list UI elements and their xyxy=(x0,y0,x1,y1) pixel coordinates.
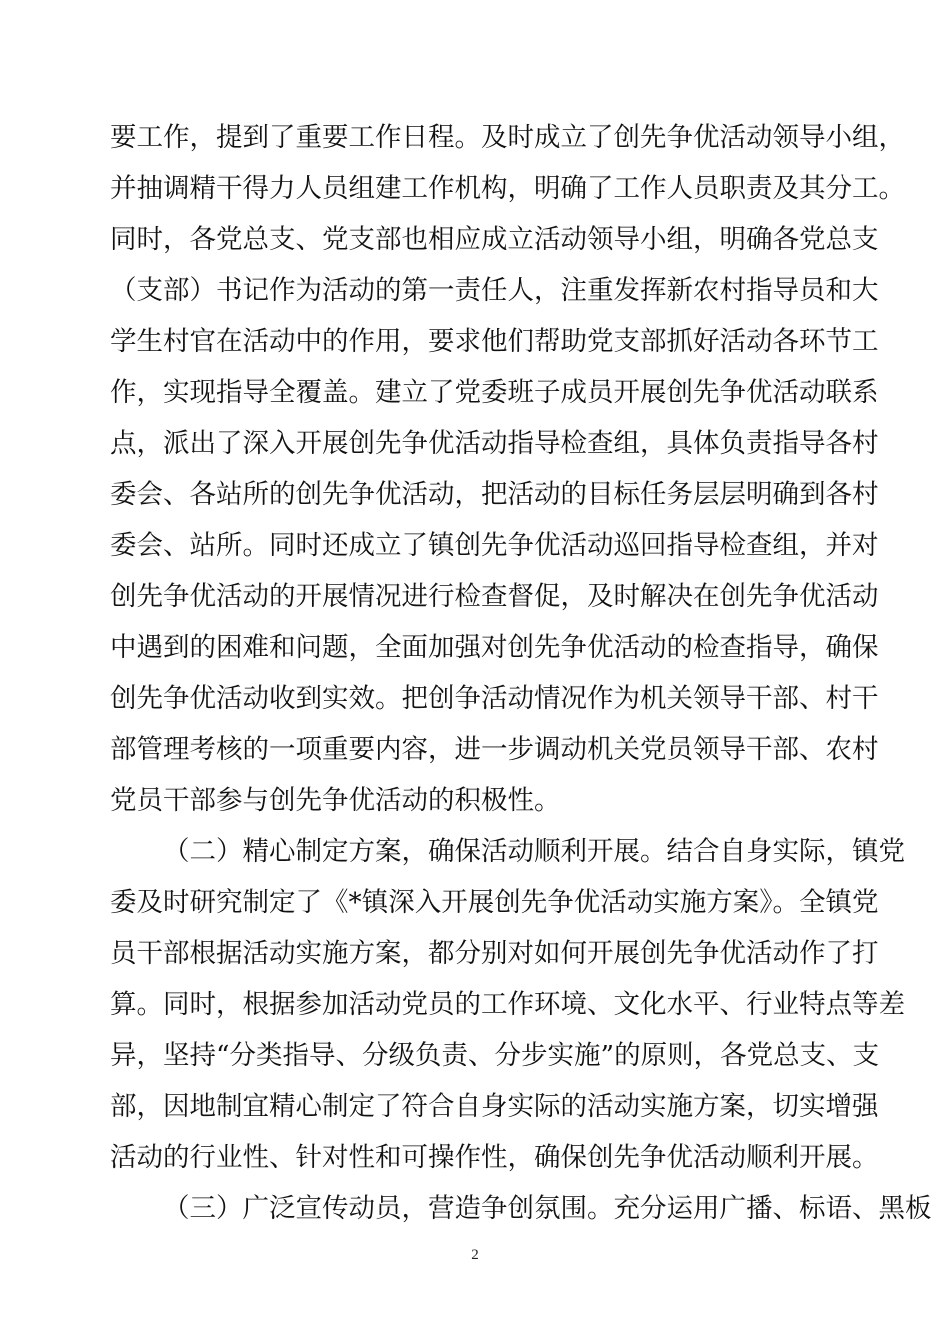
text-line: 活动的行业性、针对性和可操作性，确保创先争优活动顺利开展。 xyxy=(110,1142,879,1173)
text-line: 算。同时，根据参加活动党员的工作环境、文化水平、行业特点等差 xyxy=(110,989,905,1020)
text-line: 异，坚持“分类指导、分级负责、分步实施”的原则，各党总支、支 xyxy=(110,1040,880,1071)
text-line: 员干部根据活动实施方案，都分别对如何开展创先争优活动作了打 xyxy=(110,938,879,969)
text-line: 同时，各党总支、党支部也相应成立活动领导小组，明确各党总支 xyxy=(110,224,879,255)
text-line: 部，因地制宜精心制定了符合自身实际的活动实施方案，切实增强 xyxy=(110,1091,879,1122)
section-heading-line: （三）广泛宣传动员，营造争创氛围。充分运用广播、标语、黑板 xyxy=(163,1193,932,1224)
page-number: 2 xyxy=(471,1247,479,1263)
text-line: 中遇到的困难和问题，全面加强对创先争优活动的检查指导，确保 xyxy=(110,632,879,663)
text-line: 并抽调精干得力人员组建工作机构，明确了工作人员职责及其分工。 xyxy=(110,173,905,204)
section-heading-line: （二）精心制定方案，确保活动顺利开展。结合自身实际，镇党 xyxy=(163,836,905,867)
text-line: （支部）书记作为活动的第一责任人，注重发挥新农村指导员和大 xyxy=(110,275,879,306)
text-line: 作，实现指导全覆盖。建立了党委班子成员开展创先争优活动联系 xyxy=(110,377,879,408)
text-line: 委会、各站所的创先争优活动，把活动的目标任务层层明确到各村 xyxy=(110,479,879,510)
text-line: 委会、站所。同时还成立了镇创先争优活动巡回指导检查组，并对 xyxy=(110,530,879,561)
text-line: 创先争优活动收到实效。把创争活动情况作为机关领导干部、村干 xyxy=(110,683,879,714)
text-line: 点，派出了深入开展创先争优活动指导检查组，具体负责指导各村 xyxy=(110,428,879,459)
text-line: 党员干部参与创先争优活动的积极性。 xyxy=(110,785,561,816)
text-line: 委及时研究制定了《*镇深入开展创先争优活动实施方案》。全镇党 xyxy=(110,887,879,918)
text-line: 学生村官在活动中的作用，要求他们帮助党支部抓好活动各环节工 xyxy=(110,326,879,357)
text-line: 部管理考核的一项重要内容，进一步调动机关党员领导干部、农村 xyxy=(110,734,879,765)
text-line: 要工作，提到了重要工作日程。及时成立了创先争优活动领导小组， xyxy=(110,122,905,153)
text-line: 创先争优活动的开展情况进行检查督促，及时解决在创先争优活动 xyxy=(110,581,879,612)
